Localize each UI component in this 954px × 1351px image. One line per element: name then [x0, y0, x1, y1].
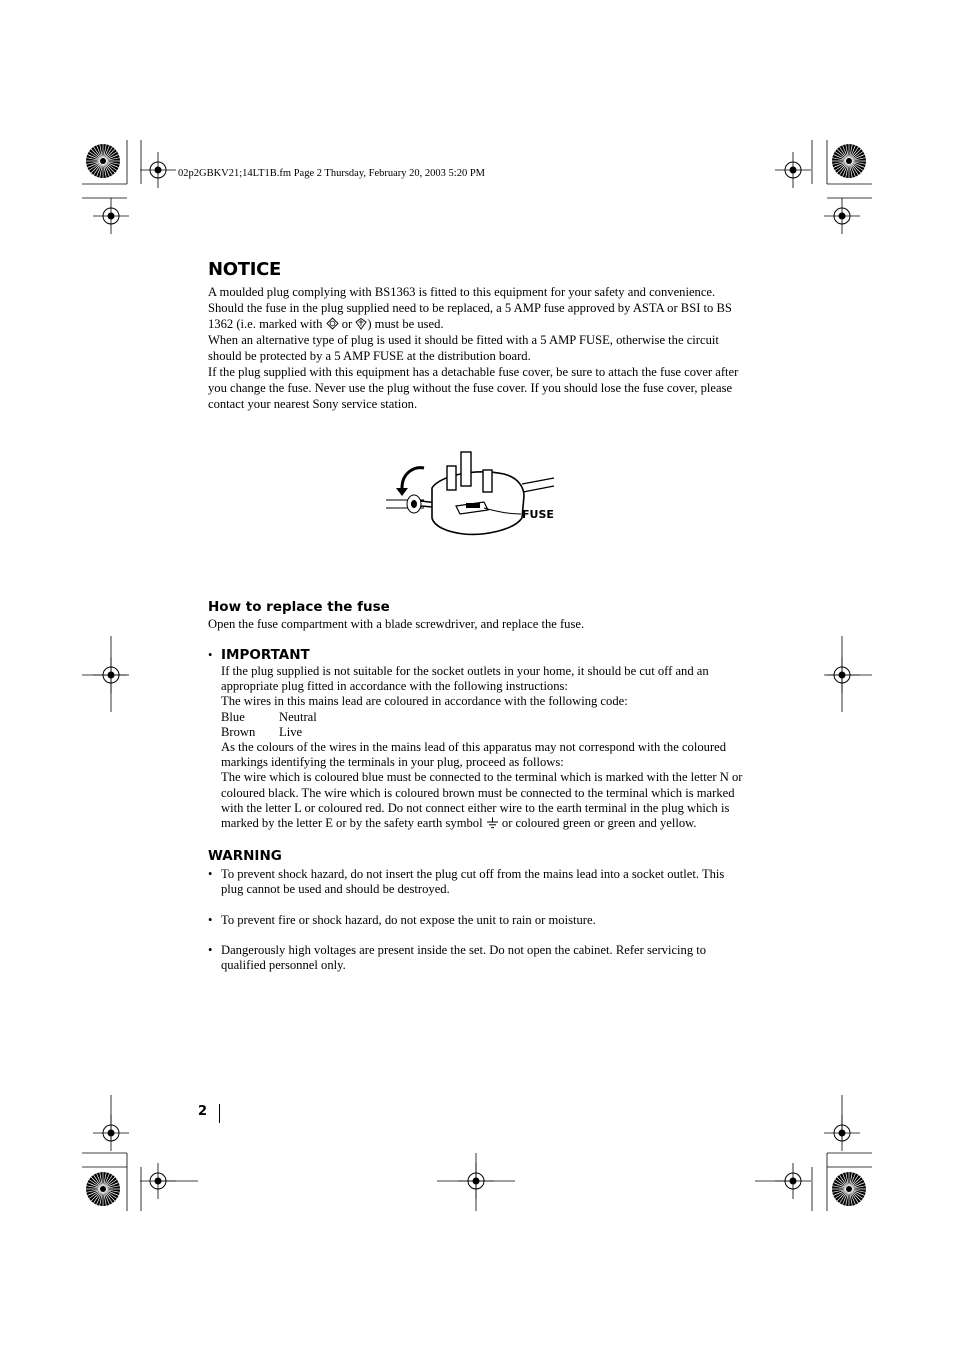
warning-bullet: •	[208, 867, 213, 882]
warning-bullet: •	[208, 942, 213, 957]
wire-function: Live	[279, 724, 303, 739]
notice-para-2-text: Should the fuse in the plug supplied need to be replaced, a 5 AMP fuse approved by ASTA or BSI to BS 1362 (i.e. marked with	[208, 301, 732, 331]
warning-text: To prevent fire or shock hazard, do not expose the unit to rain or moisture.	[221, 912, 596, 927]
warning-text: To prevent shock hazard, do not insert the plug cut off from the mains lead into a socket outlet. This plug cannot be used and should be destroyed.	[221, 867, 725, 897]
wire-function: Neutral	[279, 709, 317, 724]
wire-row-brown	[221, 725, 748, 740]
wire-row-blue	[221, 710, 748, 725]
notice-heading: NOTICE	[208, 259, 282, 280]
plug-fuse-illustration	[384, 448, 559, 543]
fuse-figure	[208, 448, 748, 588]
notice-para-4: If the plug supplied with this equipment has a detachable fuse cover, be sure to attach the fuse cover after you change the fuse. Never use the plug without the fuse cover. If you should lose the fuse cover, please contact your nearest Sony service station.	[208, 365, 739, 411]
warning-item	[208, 913, 748, 928]
notice-para-1: A moulded plug complying with BS1363 is fitted to this equipment for your safety and convenience.	[208, 285, 716, 299]
replace-fuse-text: Open the fuse compartment with a blade screwdriver, and replace the fuse.	[208, 617, 585, 631]
warning-text: Dangerously high voltages are present inside the set. Do not open the cabinet. Refer servicing to qualified personnel only.	[221, 942, 707, 973]
wire-color: Brown	[221, 724, 256, 739]
warning-bullet: •	[208, 912, 213, 927]
replace-fuse-heading: How to replace the fuse	[208, 599, 390, 615]
colours-note: As the colours of the wires in the mains lead of this apparatus may not correspond with the coloured markings identifying the terminals in your plug, proceed as follows:	[221, 740, 727, 770]
fuse-label: FUSE	[522, 508, 554, 521]
asta-mark-icon	[326, 317, 339, 330]
notice-para-2-or: or	[341, 317, 353, 331]
file-info-line: 02p2GBKV21;14LT1B.fm Page 2 Thursday, February 20, 2003 5:20 PM	[178, 168, 486, 179]
notice-para-3: When an alternative type of plug is used it should be fitted with a 5 AMP FUSE, otherwise the circuit should be protected by a 5 AMP FUSE at the distribution board.	[208, 333, 719, 363]
important-bullet: •	[208, 648, 213, 662]
important-intro: If the plug supplied is not suitable for the socket outlets in your home, it should be cut off and an appropriate plug fitted in accordance with the following instructions:	[221, 664, 709, 694]
wiring-instructions	[221, 770, 748, 831]
bsi-kitemark-icon	[355, 317, 367, 330]
important-body	[221, 664, 748, 831]
page-number-rule	[219, 1104, 220, 1123]
wiring-end: or coloured green or green and yellow.	[501, 816, 697, 831]
warning-item	[208, 943, 748, 973]
earth-symbol-icon	[486, 817, 499, 829]
main-content	[208, 258, 748, 973]
warning-item	[208, 867, 748, 897]
important-section	[208, 646, 748, 664]
wiring-text: The wire which is coloured blue must be connected to the terminal which is marked with the letter N or coloured black. The wire which is coloured brown must be connected to the terminal which is marked with the letter L or coloured red. Do not connect either wire to the earth terminal in the plug which is marked by the letter E or by the safety earth symbol	[221, 770, 743, 831]
wire-color: Blue	[221, 709, 245, 724]
warning-heading: WARNING	[208, 848, 282, 865]
page-number: 2	[198, 1104, 208, 1119]
notice-para-2-end: ) must be used.	[367, 317, 444, 331]
notice-para-2	[208, 300, 748, 332]
important-code-intro: The wires in this mains lead are coloured in accordance with the following code:	[221, 694, 628, 709]
important-heading: IMPORTANT	[221, 647, 310, 663]
